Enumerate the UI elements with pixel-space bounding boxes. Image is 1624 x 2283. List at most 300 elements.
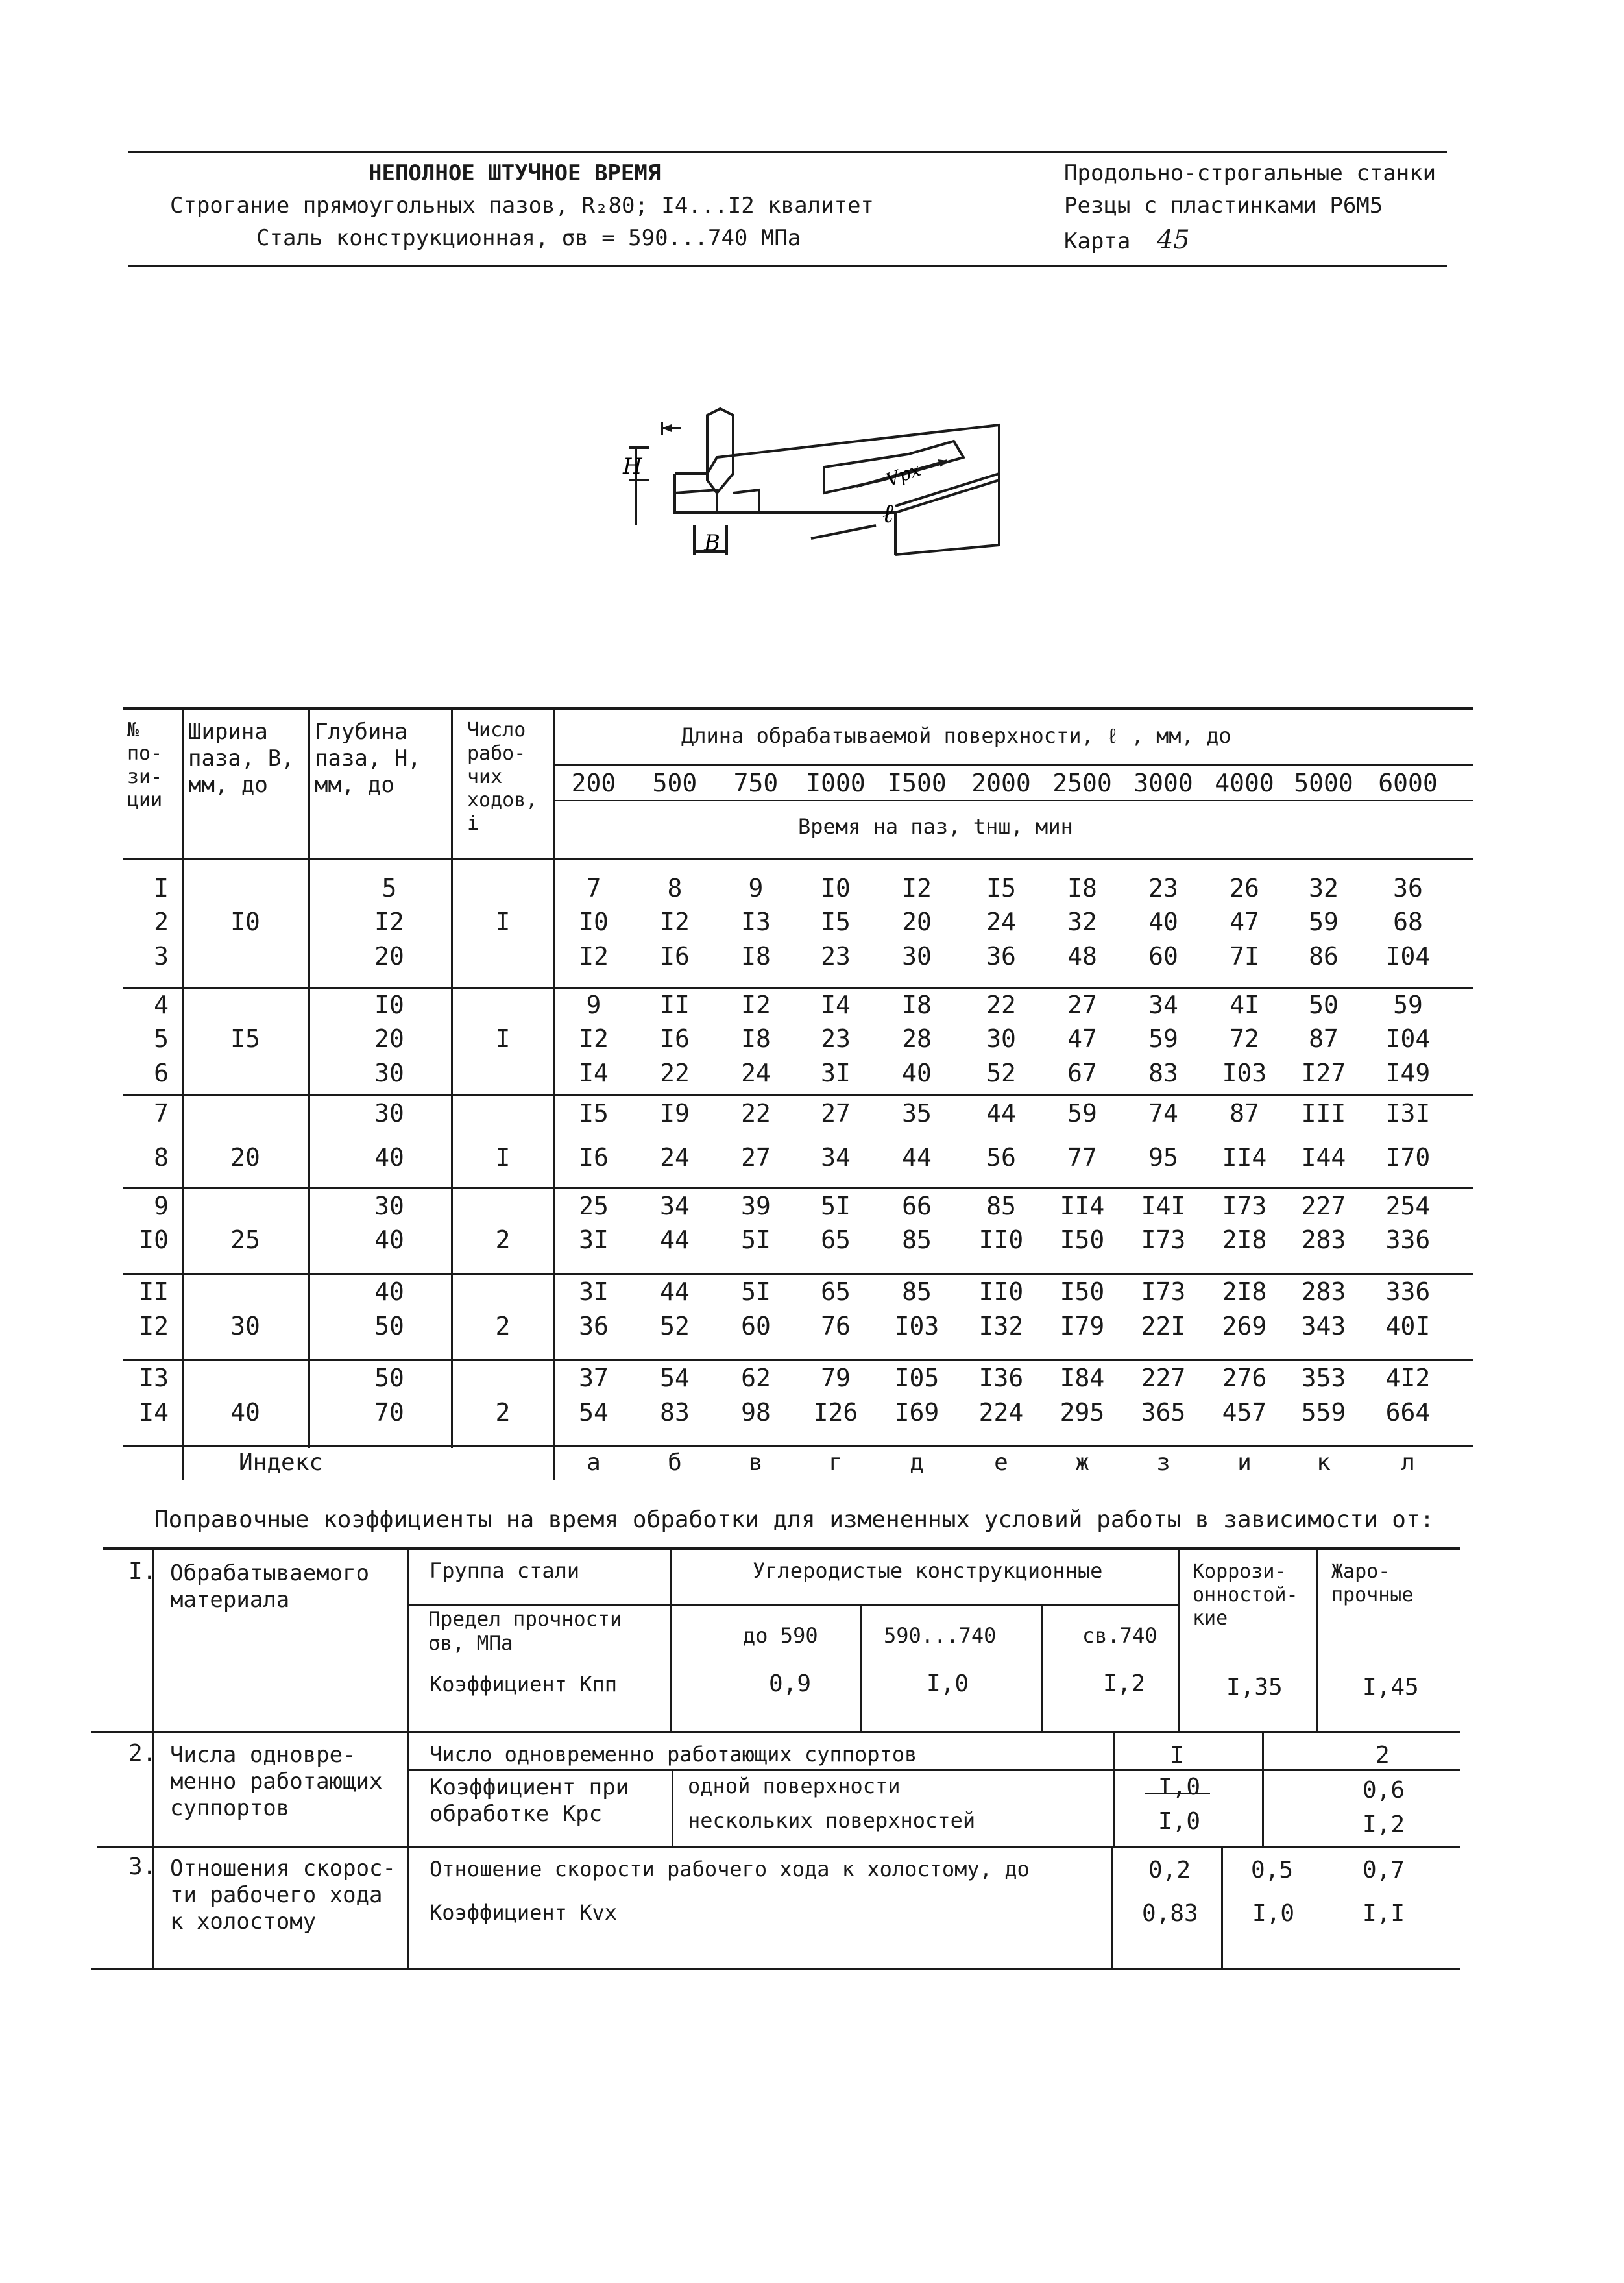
table-cell: 62 bbox=[741, 1364, 771, 1392]
index-letter: к bbox=[1316, 1449, 1331, 1476]
table-cell: II4 bbox=[1060, 1192, 1105, 1220]
header-bottom-rule bbox=[123, 858, 1473, 860]
s1-corrosion-label: Коррози- онностой- кие bbox=[1193, 1560, 1298, 1630]
slot-planing-sketch bbox=[603, 396, 1006, 571]
s1-rule-d bbox=[860, 1606, 862, 1732]
row-depth: I2 bbox=[374, 908, 404, 936]
index-label: Индекс bbox=[239, 1449, 324, 1476]
s3-coef-label: Коэффициент Кvх bbox=[430, 1900, 617, 1925]
card-number bbox=[1064, 227, 1190, 253]
table-cell: 27 bbox=[821, 1099, 851, 1128]
table-cell: I2 bbox=[660, 908, 690, 936]
header-bottom-rule bbox=[128, 265, 1447, 267]
table-cell: 83 bbox=[1148, 1059, 1178, 1087]
s2-support-1: I bbox=[1170, 1742, 1184, 1769]
table-cell: 8 bbox=[667, 874, 683, 902]
s1-coef-4: I,35 bbox=[1226, 1674, 1283, 1700]
s2-number: 2. bbox=[128, 1740, 157, 1767]
table-cell: 27 bbox=[741, 1143, 771, 1172]
table-cell: 87 bbox=[1230, 1099, 1259, 1128]
table-cell: 276 bbox=[1222, 1364, 1267, 1392]
s1-rule-a bbox=[670, 1549, 672, 1732]
index-letter: ж bbox=[1075, 1449, 1089, 1476]
table-cell: I73 bbox=[1222, 1192, 1267, 1220]
table-cell: 22 bbox=[741, 1099, 771, 1128]
table-cell: I2 bbox=[579, 1024, 609, 1053]
table-cell: 24 bbox=[986, 908, 1016, 936]
col-header-passes: Число рабо- чих ходов, i bbox=[467, 719, 538, 835]
col-header-length: Длина обрабатываемой поверхности, ℓ , мм, до bbox=[681, 723, 1231, 748]
table-cell: 60 bbox=[1148, 942, 1178, 971]
table-cell: I5 bbox=[986, 874, 1016, 902]
table-cell: 85 bbox=[986, 1192, 1016, 1220]
s3-ratio-label: Отношение скорости рабочего хода к холостому, до bbox=[430, 1857, 1030, 1881]
table-cell: 283 bbox=[1301, 1226, 1346, 1254]
table-cell: I50 bbox=[1060, 1277, 1105, 1306]
table-cell: 254 bbox=[1385, 1192, 1431, 1220]
table-cell: 48 bbox=[1067, 942, 1097, 971]
table-cell: 67 bbox=[1067, 1059, 1097, 1087]
s1-coef-2: I,0 bbox=[927, 1671, 969, 1697]
table-cell: II bbox=[660, 991, 690, 1019]
s1-rule-c bbox=[1316, 1549, 1318, 1732]
table-cell: 95 bbox=[1148, 1143, 1178, 1172]
page-subtitle-1: Строгание прямоугольных пазов, R₂80; I4...I2 квалитет bbox=[170, 193, 874, 219]
table-cell: I03 bbox=[894, 1312, 939, 1340]
group-rule-6 bbox=[123, 1445, 1473, 1447]
table-cell: 24 bbox=[660, 1143, 690, 1172]
col-rule-2 bbox=[308, 708, 310, 1448]
group-width: 20 bbox=[230, 1143, 260, 1172]
s1-carbon-label: Углеродистые конструкционные bbox=[753, 1558, 1103, 1583]
s3-number: 3. bbox=[128, 1854, 157, 1880]
table-cell: 85 bbox=[902, 1277, 932, 1306]
length-header: I000 bbox=[806, 769, 866, 797]
length-header-rule bbox=[555, 764, 1473, 766]
s3-caption: Отношения скорос- ти рабочего хода к холостому bbox=[170, 1855, 396, 1935]
row-depth: 30 bbox=[374, 1099, 404, 1128]
index-letter: е bbox=[994, 1449, 1008, 1476]
s1-rule-b bbox=[1178, 1549, 1180, 1732]
table-cell: 59 bbox=[1067, 1099, 1097, 1128]
row-depth: 40 bbox=[374, 1277, 404, 1306]
s2-rule-a bbox=[1113, 1732, 1115, 1847]
row-position: 7 bbox=[154, 1099, 169, 1128]
s3-r2: 0,5 bbox=[1251, 1857, 1294, 1883]
table-cell: 34 bbox=[821, 1143, 851, 1172]
group-rule-1 bbox=[123, 987, 1473, 989]
table-cell: 59 bbox=[1309, 908, 1339, 936]
table-cell: I8 bbox=[741, 1024, 771, 1053]
row-position: I bbox=[154, 874, 169, 902]
table-cell: 23 bbox=[821, 942, 851, 971]
row-position: 5 bbox=[154, 1024, 169, 1053]
s2-v12: 0,6 bbox=[1363, 1777, 1405, 1804]
length-header: I500 bbox=[887, 769, 947, 797]
table-cell: 40I bbox=[1385, 1312, 1431, 1340]
table-cell: I6 bbox=[579, 1143, 609, 1172]
group-passes: I bbox=[495, 1024, 511, 1053]
table-cell: 36 bbox=[1393, 874, 1423, 902]
table-cell: 83 bbox=[660, 1398, 690, 1427]
group-width: 30 bbox=[230, 1312, 260, 1340]
table-cell: 664 bbox=[1385, 1398, 1431, 1427]
table-cell: I0 bbox=[579, 908, 609, 936]
table-cell: 2I8 bbox=[1222, 1277, 1267, 1306]
index-letter: л bbox=[1401, 1449, 1415, 1476]
card-value: 45 bbox=[1156, 225, 1190, 255]
table-cell: I70 bbox=[1385, 1143, 1431, 1172]
table-cell: 65 bbox=[821, 1277, 851, 1306]
s2-caption: Числа одновре- менно работающих суппортов bbox=[170, 1742, 383, 1821]
table-cell: I8 bbox=[741, 942, 771, 971]
table-cell: 72 bbox=[1230, 1024, 1259, 1053]
col-header-pos: № по- зи- ции bbox=[127, 719, 163, 812]
table-cell: 40 bbox=[1148, 908, 1178, 936]
table-cell: 5I bbox=[741, 1277, 771, 1306]
row-depth: 50 bbox=[374, 1312, 404, 1340]
table-cell: 30 bbox=[902, 942, 932, 971]
table-cell: 22 bbox=[660, 1059, 690, 1087]
s1-strength-over: св.740 bbox=[1082, 1623, 1157, 1648]
figure-label-b: B bbox=[704, 530, 720, 556]
table-cell: I73 bbox=[1141, 1277, 1186, 1306]
table-cell: 76 bbox=[821, 1312, 851, 1340]
s2-rule-b bbox=[1262, 1732, 1264, 1847]
table-cell: I79 bbox=[1060, 1312, 1105, 1340]
length-header: 2500 bbox=[1052, 769, 1112, 797]
table-cell: 65 bbox=[821, 1226, 851, 1254]
table-cell: 3I bbox=[821, 1059, 851, 1087]
table-cell: I32 bbox=[978, 1312, 1024, 1340]
table-cell: 28 bbox=[902, 1024, 932, 1053]
table-cell: 44 bbox=[902, 1143, 932, 1172]
page-subtitle-2: Сталь конструкционная, σв = 590...740 МПа bbox=[256, 225, 801, 251]
s1-group-label: Группа стали bbox=[430, 1558, 580, 1583]
row-position: I4 bbox=[139, 1398, 169, 1427]
table-cell: 87 bbox=[1309, 1024, 1339, 1053]
table-cell: I3I bbox=[1385, 1099, 1431, 1128]
table-cell: 50 bbox=[1309, 991, 1339, 1019]
s2-support-label: Число одновременно работающих суппортов bbox=[430, 1742, 917, 1767]
index-letter: в bbox=[749, 1449, 763, 1476]
table-cell: 52 bbox=[660, 1312, 690, 1340]
index-letter: д bbox=[910, 1449, 924, 1476]
table-cell: 39 bbox=[741, 1192, 771, 1220]
table-cell: 59 bbox=[1393, 991, 1423, 1019]
table-cell: 353 bbox=[1301, 1364, 1346, 1392]
table-cell: 26 bbox=[1230, 874, 1259, 902]
table-cell: II0 bbox=[978, 1226, 1024, 1254]
col-header-width: Ширина паза, В, мм, до bbox=[188, 719, 295, 798]
s3-r3: 0,7 bbox=[1363, 1857, 1405, 1883]
group-rule-3 bbox=[123, 1187, 1473, 1189]
group-rule-2 bbox=[123, 1094, 1473, 1096]
s1-strength-label: Предел прочности σв, МПа bbox=[428, 1608, 622, 1656]
table-cell: 44 bbox=[660, 1226, 690, 1254]
table-cell: I44 bbox=[1301, 1143, 1346, 1172]
s2-v11: I,0 bbox=[1158, 1774, 1201, 1800]
table-cell: 5I bbox=[741, 1226, 771, 1254]
table-cell: I36 bbox=[978, 1364, 1024, 1392]
corr-rule-1 bbox=[91, 1731, 1460, 1733]
table-cell: I4I bbox=[1141, 1192, 1186, 1220]
s1-inner-rule bbox=[409, 1604, 1179, 1606]
row-position: I0 bbox=[139, 1226, 169, 1254]
table-cell: 9 bbox=[586, 991, 601, 1019]
length-header: 3000 bbox=[1133, 769, 1193, 797]
s3-k2: I,0 bbox=[1252, 1900, 1295, 1927]
table-cell: 66 bbox=[902, 1192, 932, 1220]
length-values-rule bbox=[555, 800, 1473, 801]
corr-top-rule bbox=[103, 1547, 1460, 1550]
table-cell: I69 bbox=[894, 1398, 939, 1427]
index-letter: б bbox=[668, 1449, 682, 1476]
corrections-intro: Поправочные коэффициенты на время обработки для измененных условий работы в зависимости от: bbox=[154, 1506, 1435, 1533]
index-letter: а bbox=[587, 1449, 601, 1476]
s1-heat-label: Жаро- прочные bbox=[1331, 1560, 1414, 1606]
table-cell: I5 bbox=[579, 1099, 609, 1128]
table-cell: I04 bbox=[1385, 942, 1431, 971]
table-cell: 47 bbox=[1230, 908, 1259, 936]
s1-caption: Обрабатываемого материала bbox=[170, 1560, 370, 1613]
row-depth: 20 bbox=[374, 1024, 404, 1053]
corr-bottom-rule bbox=[91, 1968, 1460, 1970]
row-depth: 5 bbox=[382, 874, 397, 902]
table-top-rule bbox=[123, 707, 1473, 710]
row-position: 8 bbox=[154, 1143, 169, 1172]
table-cell: 457 bbox=[1222, 1398, 1267, 1427]
table-cell: I4 bbox=[821, 991, 851, 1019]
length-header: 750 bbox=[733, 769, 779, 797]
table-cell: 2I8 bbox=[1222, 1226, 1267, 1254]
table-cell: I26 bbox=[813, 1398, 858, 1427]
s1-number: I. bbox=[128, 1558, 157, 1585]
s2-coef-label: Коэффициент при обработке Кpc bbox=[430, 1774, 629, 1827]
table-cell: 295 bbox=[1060, 1398, 1105, 1427]
table-cell: 3I bbox=[579, 1226, 609, 1254]
table-cell: 269 bbox=[1222, 1312, 1267, 1340]
table-cell: 283 bbox=[1301, 1277, 1346, 1306]
table-cell: I04 bbox=[1385, 1024, 1431, 1053]
table-cell: 85 bbox=[902, 1226, 932, 1254]
row-depth: 20 bbox=[374, 942, 404, 971]
table-cell: 336 bbox=[1385, 1277, 1431, 1306]
table-cell: 227 bbox=[1141, 1364, 1186, 1392]
row-depth: 30 bbox=[374, 1059, 404, 1087]
table-cell: 52 bbox=[986, 1059, 1016, 1087]
s2-v21: I,0 bbox=[1158, 1808, 1201, 1835]
table-cell: 44 bbox=[986, 1099, 1016, 1128]
table-cell: 336 bbox=[1385, 1226, 1431, 1254]
group-passes: I bbox=[495, 1143, 511, 1172]
table-cell: 68 bbox=[1393, 908, 1423, 936]
table-cell: 20 bbox=[902, 908, 932, 936]
s3-rule-a bbox=[1111, 1847, 1113, 1969]
row-depth: 30 bbox=[374, 1192, 404, 1220]
table-cell: 56 bbox=[986, 1143, 1016, 1172]
table-cell: 77 bbox=[1067, 1143, 1097, 1172]
row-position: I3 bbox=[139, 1364, 169, 1392]
col-header-depth: Глубина паза, Н, мм, до bbox=[315, 719, 421, 798]
row-depth: I0 bbox=[374, 991, 404, 1019]
figure-label-l: ℓ bbox=[882, 499, 893, 529]
table-cell: 5I bbox=[821, 1192, 851, 1220]
length-header: 2000 bbox=[971, 769, 1031, 797]
table-cell: 227 bbox=[1301, 1192, 1346, 1220]
header-top-rule bbox=[128, 151, 1447, 153]
table-cell: 4I bbox=[1230, 991, 1259, 1019]
group-width: I5 bbox=[230, 1024, 260, 1053]
table-cell: I8 bbox=[902, 991, 932, 1019]
row-position: 4 bbox=[154, 991, 169, 1019]
table-cell: 9 bbox=[748, 874, 764, 902]
index-letter: и bbox=[1237, 1449, 1252, 1476]
col-header-time: Время на паз, tнш, мин bbox=[798, 814, 1073, 839]
table-cell: 86 bbox=[1309, 942, 1339, 971]
row-position: 3 bbox=[154, 942, 169, 971]
s1-coef-5: I,45 bbox=[1363, 1674, 1419, 1700]
s2-support-2: 2 bbox=[1376, 1742, 1390, 1769]
table-cell: 365 bbox=[1141, 1398, 1186, 1427]
s1-rule-e bbox=[1041, 1606, 1043, 1732]
group-width: I0 bbox=[230, 908, 260, 936]
table-cell: I27 bbox=[1301, 1059, 1346, 1087]
row-depth: 40 bbox=[374, 1226, 404, 1254]
table-cell: 44 bbox=[660, 1277, 690, 1306]
table-cell: 74 bbox=[1148, 1099, 1178, 1128]
group-rule-5 bbox=[123, 1359, 1473, 1361]
index-letter: з bbox=[1156, 1449, 1170, 1476]
s1-coef-label: Коэффициент Кпп bbox=[430, 1672, 617, 1697]
group-rule-4 bbox=[123, 1273, 1473, 1275]
table-cell: 22 bbox=[986, 991, 1016, 1019]
table-cell: 36 bbox=[986, 942, 1016, 971]
row-depth: 70 bbox=[374, 1398, 404, 1427]
table-cell: I6 bbox=[660, 1024, 690, 1053]
table-cell: 54 bbox=[579, 1398, 609, 1427]
s3-rule-b bbox=[1221, 1847, 1223, 1969]
table-cell: I4 bbox=[579, 1059, 609, 1087]
s2-many-surfaces: нескольких поверхностей bbox=[688, 1808, 976, 1833]
table-cell: 27 bbox=[1067, 991, 1097, 1019]
row-depth: 40 bbox=[374, 1143, 404, 1172]
table-cell: 59 bbox=[1148, 1024, 1178, 1053]
length-header: 200 bbox=[571, 769, 616, 797]
s2-rule-c bbox=[672, 1770, 673, 1847]
length-header: 500 bbox=[652, 769, 697, 797]
table-cell: 98 bbox=[741, 1398, 771, 1427]
row-position: 2 bbox=[154, 908, 169, 936]
table-cell: 34 bbox=[1148, 991, 1178, 1019]
s2-one-surface: одной поверхности bbox=[688, 1774, 901, 1798]
s2-v22: I,2 bbox=[1363, 1811, 1405, 1838]
table-cell: 36 bbox=[579, 1312, 609, 1340]
s3-k1: 0,83 bbox=[1142, 1900, 1198, 1927]
table-cell: 30 bbox=[986, 1024, 1016, 1053]
table-cell: I84 bbox=[1060, 1364, 1105, 1392]
table-cell: 37 bbox=[579, 1364, 609, 1392]
group-passes: 2 bbox=[495, 1312, 511, 1340]
table-cell: I5 bbox=[821, 908, 851, 936]
table-cell: 559 bbox=[1301, 1398, 1346, 1427]
table-cell: II0 bbox=[978, 1277, 1024, 1306]
table-cell: 24 bbox=[741, 1059, 771, 1087]
table-cell: 4I2 bbox=[1385, 1364, 1431, 1392]
table-cell: 40 bbox=[902, 1059, 932, 1087]
card-label: Карта bbox=[1064, 228, 1131, 254]
s3-k3: I,I bbox=[1363, 1900, 1405, 1927]
s1-coef-1: 0,9 bbox=[769, 1671, 812, 1697]
group-passes: I bbox=[495, 908, 511, 936]
s2-inner-rule bbox=[409, 1769, 1460, 1771]
group-width: 25 bbox=[230, 1226, 260, 1254]
s1-coef-3: I,2 bbox=[1103, 1671, 1146, 1697]
table-cell: 54 bbox=[660, 1364, 690, 1392]
table-cell: 224 bbox=[978, 1398, 1024, 1427]
table-cell: I2 bbox=[579, 942, 609, 971]
table-cell: 22I bbox=[1141, 1312, 1186, 1340]
table-cell: I3 bbox=[741, 908, 771, 936]
table-cell: I6 bbox=[660, 942, 690, 971]
s1-strength-mid: 590...740 bbox=[884, 1623, 997, 1648]
table-cell: 35 bbox=[902, 1099, 932, 1128]
table-cell: I8 bbox=[1067, 874, 1097, 902]
group-passes: 2 bbox=[495, 1398, 511, 1427]
row-depth: 50 bbox=[374, 1364, 404, 1392]
corr-rule-2 bbox=[97, 1846, 1460, 1848]
length-header: 4000 bbox=[1215, 769, 1274, 797]
figure-label-vrx: Vрх bbox=[883, 459, 924, 491]
table-cell: 34 bbox=[660, 1192, 690, 1220]
table-cell: I49 bbox=[1385, 1059, 1431, 1087]
table-cell: I2 bbox=[741, 991, 771, 1019]
row-position: I2 bbox=[139, 1312, 169, 1340]
length-header: 6000 bbox=[1378, 769, 1438, 797]
table-cell: III bbox=[1301, 1099, 1346, 1128]
table-cell: 47 bbox=[1067, 1024, 1097, 1053]
table-cell: 60 bbox=[741, 1312, 771, 1340]
table-cell: II4 bbox=[1222, 1143, 1267, 1172]
table-cell: 23 bbox=[1148, 874, 1178, 902]
table-cell: 32 bbox=[1067, 908, 1097, 936]
length-header: 5000 bbox=[1294, 769, 1353, 797]
machine-type: Продольно-строгальные станки bbox=[1064, 160, 1436, 186]
table-cell: 7I bbox=[1230, 942, 1259, 971]
table-cell: 25 bbox=[579, 1192, 609, 1220]
row-position: II bbox=[139, 1277, 169, 1306]
group-passes: 2 bbox=[495, 1226, 511, 1254]
table-cell: I2 bbox=[902, 874, 932, 902]
group-width: 40 bbox=[230, 1398, 260, 1427]
row-position: 6 bbox=[154, 1059, 169, 1087]
corr-col-rule-2 bbox=[407, 1549, 409, 1969]
table-cell: I03 bbox=[1222, 1059, 1267, 1087]
table-cell: I73 bbox=[1141, 1226, 1186, 1254]
table-cell: 3I bbox=[579, 1277, 609, 1306]
table-cell: 32 bbox=[1309, 874, 1339, 902]
s3-r1: 0,2 bbox=[1148, 1857, 1191, 1883]
row-position: 9 bbox=[154, 1192, 169, 1220]
table-cell: I0 bbox=[821, 874, 851, 902]
table-cell: 23 bbox=[821, 1024, 851, 1053]
table-cell: 79 bbox=[821, 1364, 851, 1392]
table-cell: 7 bbox=[586, 874, 601, 902]
s1-strength-upto: до 590 bbox=[743, 1623, 818, 1648]
index-letter: г bbox=[829, 1449, 843, 1476]
page-title: НЕПОЛНОЕ ШТУЧНОЕ ВРЕМЯ bbox=[369, 160, 661, 186]
table-cell: I05 bbox=[894, 1364, 939, 1392]
